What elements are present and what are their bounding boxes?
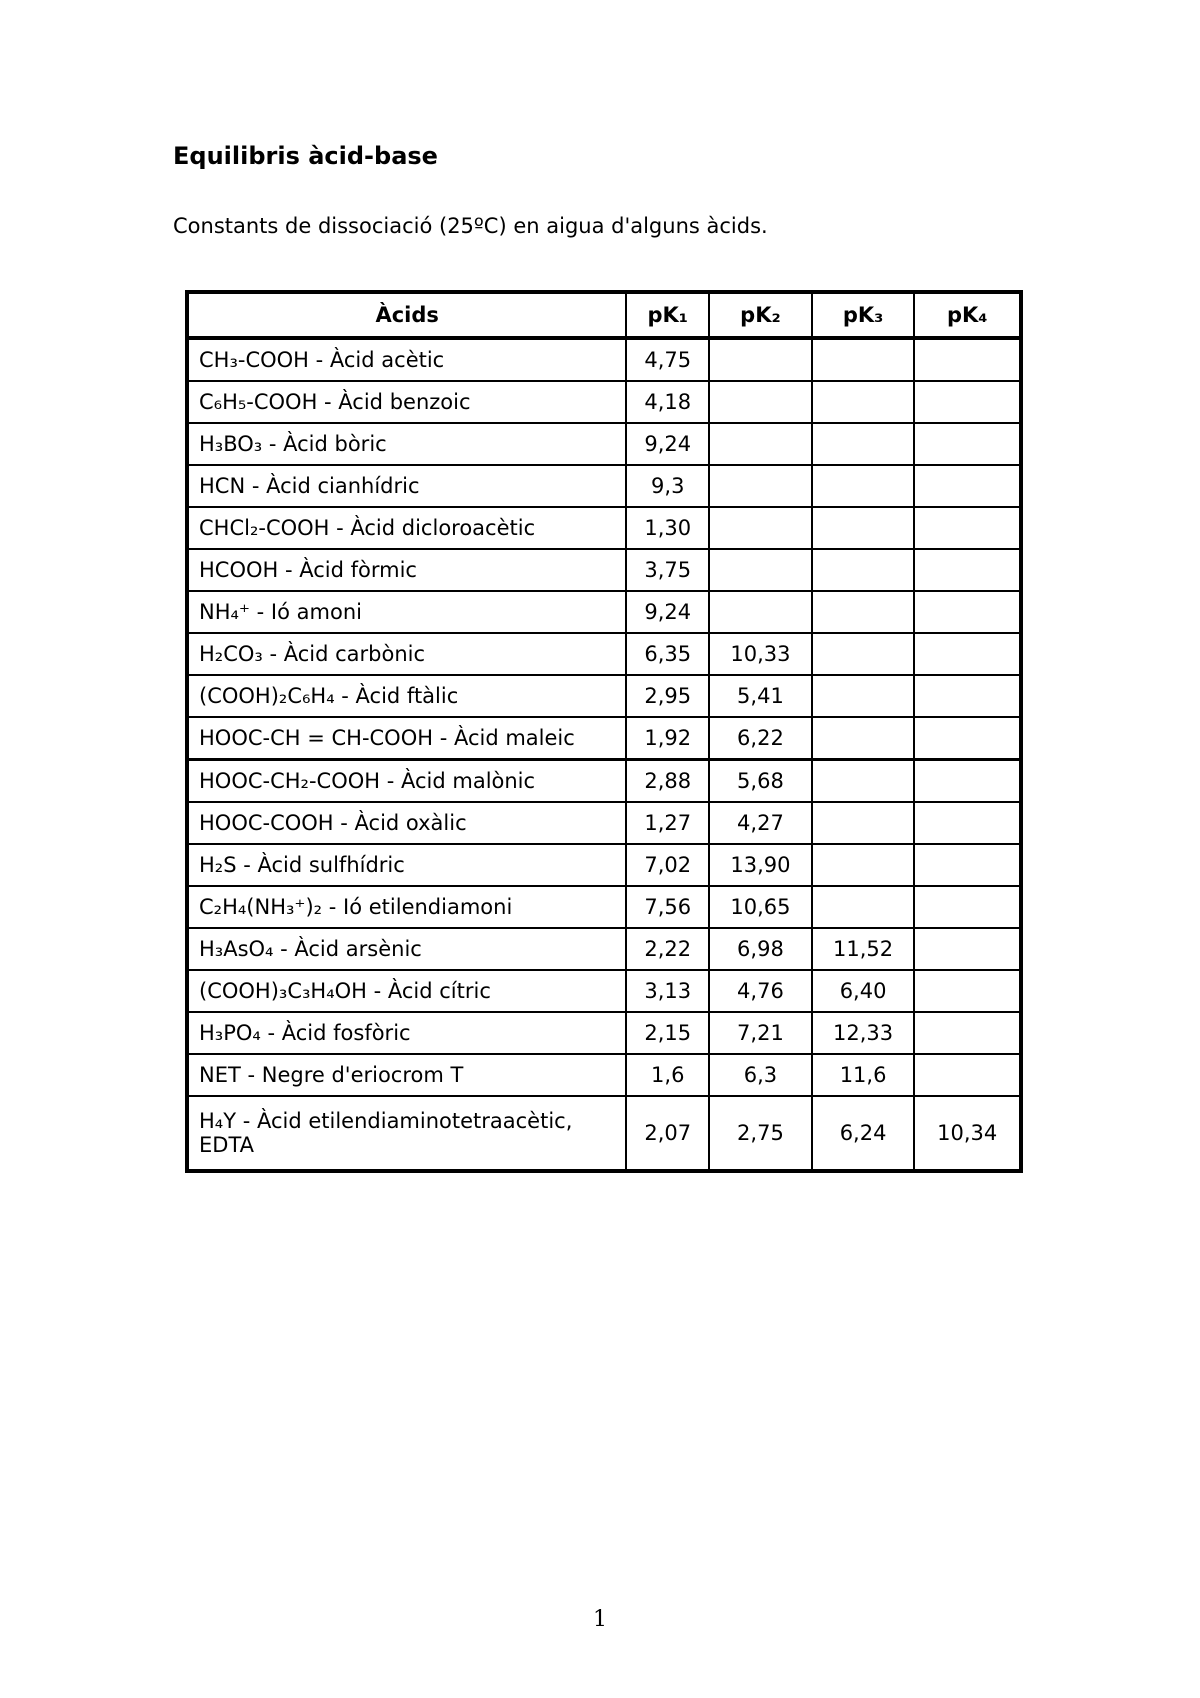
pk4-cell: 10,34 <box>914 1096 1021 1171</box>
pk3-cell <box>812 675 915 717</box>
acid-name-cell: HOOC-CH = CH-COOH - Àcid maleic <box>187 717 626 760</box>
pk3-cell: 11,52 <box>812 928 915 970</box>
pk1-cell: 9,24 <box>626 423 709 465</box>
table-header-row <box>187 292 1021 338</box>
pk2-cell: 10,33 <box>709 633 812 675</box>
acid-name-cell: C₂H₄(NH₃⁺)₂ - Ió etilendiamoni <box>187 886 626 928</box>
pk1-cell: 9,24 <box>626 591 709 633</box>
header-pk3: pK₃ <box>812 292 915 338</box>
pk2-cell: 4,76 <box>709 970 812 1012</box>
pk1-cell: 2,88 <box>626 760 709 803</box>
pk1-cell: 2,15 <box>626 1012 709 1054</box>
table-row <box>187 507 1021 549</box>
table-row <box>187 928 1021 970</box>
pk4-cell <box>914 928 1021 970</box>
page-title: Equilibris àcid-base <box>173 142 438 170</box>
pk4-cell <box>914 717 1021 760</box>
pk3-cell <box>812 549 915 591</box>
pk2-cell <box>709 549 812 591</box>
pk1-cell: 1,92 <box>626 717 709 760</box>
table-row <box>187 760 1021 803</box>
pk2-cell: 6,22 <box>709 717 812 760</box>
pk1-cell: 2,95 <box>626 675 709 717</box>
pk1-cell: 1,27 <box>626 802 709 844</box>
table-row <box>187 717 1021 760</box>
table-row <box>187 844 1021 886</box>
pk2-cell: 7,21 <box>709 1012 812 1054</box>
pk1-cell: 6,35 <box>626 633 709 675</box>
header-pk1: pK₁ <box>626 292 709 338</box>
pk3-cell: 11,6 <box>812 1054 915 1096</box>
pk2-cell <box>709 423 812 465</box>
pk2-cell: 13,90 <box>709 844 812 886</box>
pk4-cell <box>914 760 1021 803</box>
table-row <box>187 1054 1021 1096</box>
pk2-cell <box>709 507 812 549</box>
pk1-cell: 1,6 <box>626 1054 709 1096</box>
pk3-cell <box>812 423 915 465</box>
acid-name-cell: H₄Y - Àcid etilendiaminotetraacètic, EDTA <box>187 1096 626 1171</box>
acid-name-cell: H₃PO₄ - Àcid fosfòric <box>187 1012 626 1054</box>
pk4-cell <box>914 844 1021 886</box>
pk3-cell <box>812 886 915 928</box>
header-acids: Àcids <box>187 292 626 338</box>
pk2-cell: 2,75 <box>709 1096 812 1171</box>
pk4-cell <box>914 886 1021 928</box>
acid-name-cell: HCN - Àcid cianhídric <box>187 465 626 507</box>
pk3-cell: 6,24 <box>812 1096 915 1171</box>
pk3-cell <box>812 633 915 675</box>
acid-name-cell: H₃BO₃ - Àcid bòric <box>187 423 626 465</box>
pk1-cell: 7,02 <box>626 844 709 886</box>
pk2-cell: 5,68 <box>709 760 812 803</box>
pk2-cell: 5,41 <box>709 675 812 717</box>
pk3-cell <box>812 381 915 423</box>
pk1-cell: 3,13 <box>626 970 709 1012</box>
table-row <box>187 886 1021 928</box>
table-row <box>187 1096 1021 1171</box>
pk4-cell <box>914 1054 1021 1096</box>
header-pk2: pK₂ <box>709 292 812 338</box>
pk2-cell: 6,3 <box>709 1054 812 1096</box>
table-row <box>187 381 1021 423</box>
table-row <box>187 465 1021 507</box>
pk4-cell <box>914 675 1021 717</box>
pk4-cell <box>914 802 1021 844</box>
pk4-cell <box>914 507 1021 549</box>
table-row <box>187 549 1021 591</box>
pk2-cell: 4,27 <box>709 802 812 844</box>
pk4-cell <box>914 591 1021 633</box>
pk4-cell <box>914 549 1021 591</box>
pk4-cell <box>914 381 1021 423</box>
acid-name-cell: HOOC-COOH - Àcid oxàlic <box>187 802 626 844</box>
pk3-cell: 6,40 <box>812 970 915 1012</box>
acid-name-cell: H₂S - Àcid sulfhídric <box>187 844 626 886</box>
page-subtitle: Constants de dissociació (25ºC) en aigua d'alguns àcids. <box>173 214 768 238</box>
pk3-cell <box>812 717 915 760</box>
table-row <box>187 423 1021 465</box>
pk1-cell: 4,75 <box>626 338 709 381</box>
acid-name-cell: NET - Negre d'eriocrom T <box>187 1054 626 1096</box>
pk1-cell: 3,75 <box>626 549 709 591</box>
pk2-cell <box>709 338 812 381</box>
pk4-cell <box>914 338 1021 381</box>
pk3-cell <box>812 760 915 803</box>
pk3-cell <box>812 591 915 633</box>
pk2-cell <box>709 591 812 633</box>
pk1-cell: 1,30 <box>626 507 709 549</box>
pk3-cell <box>812 802 915 844</box>
pk2-cell: 6,98 <box>709 928 812 970</box>
pk3-cell: 12,33 <box>812 1012 915 1054</box>
acid-name-cell: CHCl₂-COOH - Àcid dicloroacètic <box>187 507 626 549</box>
table-row <box>187 633 1021 675</box>
acid-name-cell: NH₄⁺ - Ió amoni <box>187 591 626 633</box>
table-body <box>187 338 1021 1171</box>
page-number: 1 <box>593 1607 607 1632</box>
acid-name-cell: (COOH)₃C₃H₄OH - Àcid cítric <box>187 970 626 1012</box>
table-row <box>187 338 1021 381</box>
pk3-cell <box>812 507 915 549</box>
pk1-cell: 7,56 <box>626 886 709 928</box>
pk4-cell <box>914 1012 1021 1054</box>
pk3-cell <box>812 465 915 507</box>
acid-name-cell: HCOOH - Àcid fòrmic <box>187 549 626 591</box>
pk1-cell: 4,18 <box>626 381 709 423</box>
pk4-cell <box>914 423 1021 465</box>
pk3-cell <box>812 844 915 886</box>
pk4-cell <box>914 633 1021 675</box>
pk4-cell <box>914 970 1021 1012</box>
table-row <box>187 1012 1021 1054</box>
acid-name-cell: C₆H₅-COOH - Àcid benzoic <box>187 381 626 423</box>
pk2-cell <box>709 381 812 423</box>
table-row <box>187 802 1021 844</box>
pk1-cell: 2,22 <box>626 928 709 970</box>
header-pk4: pK₄ <box>914 292 1021 338</box>
pk1-cell: 2,07 <box>626 1096 709 1171</box>
pk2-cell <box>709 465 812 507</box>
acid-name-cell: H₃AsO₄ - Àcid arsènic <box>187 928 626 970</box>
acid-name-cell: (COOH)₂C₆H₄ - Àcid ftàlic <box>187 675 626 717</box>
pk4-cell <box>914 465 1021 507</box>
table-row <box>187 970 1021 1012</box>
acid-name-cell: HOOC-CH₂-COOH - Àcid malònic <box>187 760 626 803</box>
table-row <box>187 591 1021 633</box>
dissociation-constants-table <box>185 290 1023 1173</box>
acid-name-cell: H₂CO₃ - Àcid carbònic <box>187 633 626 675</box>
pk1-cell: 9,3 <box>626 465 709 507</box>
pk3-cell <box>812 338 915 381</box>
acid-name-cell: CH₃-COOH - Àcid acètic <box>187 338 626 381</box>
table-row <box>187 675 1021 717</box>
pk2-cell: 10,65 <box>709 886 812 928</box>
